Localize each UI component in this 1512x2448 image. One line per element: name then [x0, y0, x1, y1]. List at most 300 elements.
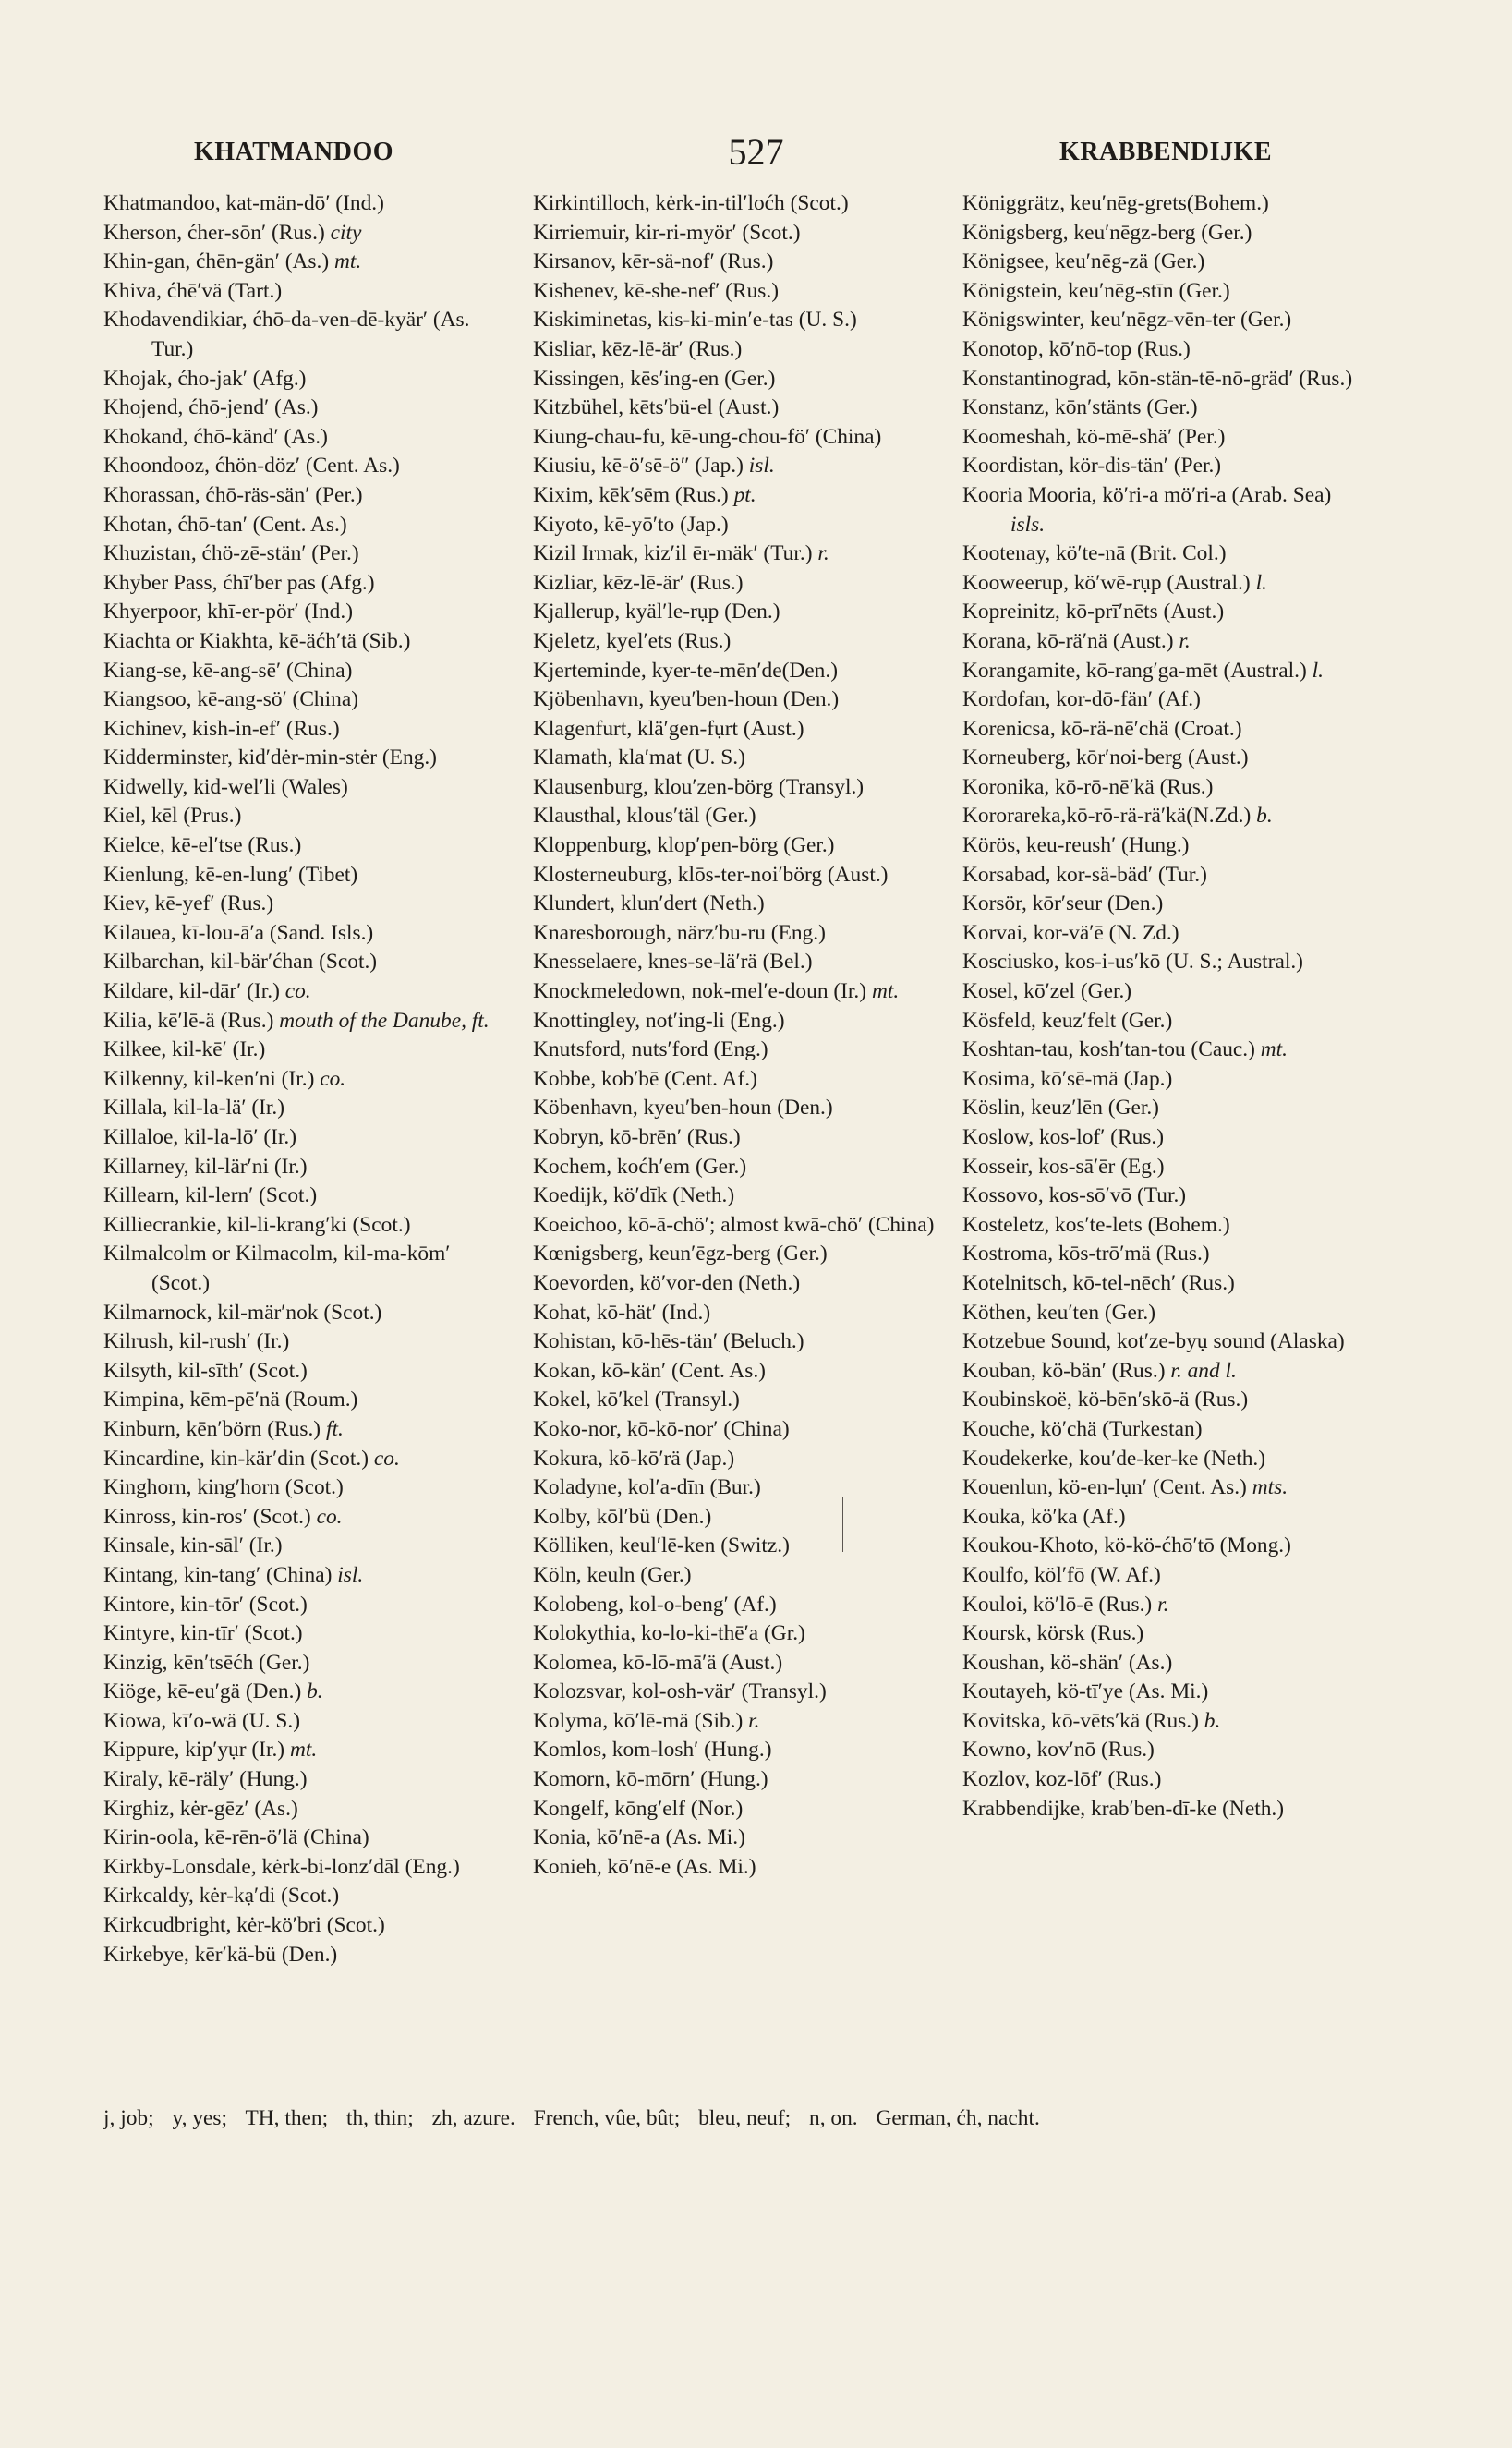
entry-text: Kiöge, kē-eu′gä (Den.) [103, 1679, 302, 1704]
entry-text: Kirkby-Lonsdale, kėrk-bi-lonz′dāl (Eng.) [103, 1854, 460, 1879]
entry-text: Kohistan, kō-hēs-tän′ (Beluch.) [533, 1329, 804, 1354]
gazetteer-entry [533, 1211, 939, 1241]
gazetteer-entry [533, 1386, 939, 1415]
gazetteer-entry [533, 423, 939, 453]
gazetteer-entry [103, 890, 510, 919]
entry-text: Konia, kō′nē-a (As. Mi.) [533, 1825, 745, 1850]
entry-text: Kilsyth, kil-sīth′ (Scot.) [103, 1358, 308, 1383]
gazetteer-entry [533, 1532, 939, 1561]
gazetteer-entry [103, 1036, 510, 1065]
gazetteer-entry [962, 977, 1360, 1007]
entry-text: Killearn, kil-lern′ (Scot.) [103, 1183, 318, 1208]
entry-text: Kowno, kov′nō (Rus.) [962, 1738, 1155, 1763]
entry-text: Köthen, keu′ten (Ger.) [962, 1300, 1156, 1325]
entry-text: Kirkcaldy, kėr-kạ′di (Scot.) [103, 1884, 340, 1909]
gazetteer-entry [533, 627, 939, 657]
entry-text: Kiowa, kī′o-wä (U. S.) [103, 1708, 300, 1733]
entry-text: Kooweerup, kö′wē-rụp (Austral.) [962, 570, 1251, 595]
gazetteer-entry [962, 1561, 1360, 1591]
entry-text: Kouka, kö′ka (Af.) [962, 1504, 1126, 1529]
gazetteer-entry [962, 365, 1360, 394]
entry-text: Kouloi, kö′lō-ē (Rus.) [962, 1592, 1153, 1617]
entry-text: Korvai, kor-vä′ē (N. Zd.) [962, 920, 1179, 945]
gazetteer-entry [962, 1094, 1360, 1123]
gazetteer-entry [103, 1824, 510, 1853]
gazetteer-entry [103, 802, 510, 831]
entry-text: Kolby, kōl′bü (Den.) [533, 1504, 712, 1529]
entry-text: Klausenburg, klou′zen-börg (Transyl.) [533, 774, 865, 799]
entry-text: Kossovo, kos-sō′vō (Tur.) [962, 1183, 1187, 1208]
entry-note: isl. [748, 454, 775, 479]
gazetteer-entry [533, 539, 939, 569]
gazetteer-entry [533, 1503, 939, 1533]
entry-note: b. [1256, 804, 1273, 829]
entry-text: Kosseir, kos-sā′ēr (Eg.) [962, 1154, 1165, 1179]
gazetteer-entry [962, 1299, 1360, 1328]
gazetteer-entry [533, 1765, 939, 1795]
entry-text: Kiraly, kē-räly′ (Hung.) [103, 1767, 308, 1792]
gazetteer-entry [103, 1941, 510, 1970]
gazetteer-entry [962, 1619, 1360, 1649]
gazetteer-entry [533, 219, 939, 248]
entry-text: Kosciusko, kos-i-us′kō (U. S.; Austral.) [962, 950, 1303, 975]
gazetteer-entry [103, 219, 510, 248]
gazetteer-entry [962, 1065, 1360, 1095]
entry-text: Kinross, kin-ros′ (Scot.) [103, 1504, 311, 1529]
entry-text: Khojak, ćho-jak′ (Afg.) [103, 366, 307, 391]
gazetteer-entry [103, 365, 510, 394]
entry-text: Koordistan, kör-dis-tän′ (Per.) [962, 454, 1222, 479]
gazetteer-entry [533, 1795, 939, 1824]
gazetteer-entry [103, 569, 510, 599]
gazetteer-entry [962, 1211, 1360, 1241]
entry-text: Khojend, ćhō-jend′ (As.) [103, 395, 319, 420]
gazetteer-entry [103, 1736, 510, 1765]
gazetteer-entry [103, 277, 510, 307]
gazetteer-entry [962, 423, 1360, 453]
gazetteer-entry [103, 598, 510, 627]
entry-text: Kolozsvar, kol-osh-vär′ (Transyl.) [533, 1679, 827, 1704]
gazetteer-entry [962, 189, 1360, 219]
gazetteer-entry [103, 1619, 510, 1649]
entry-text: Kirghiz, kėr-gēz′ (As.) [103, 1796, 298, 1821]
gazetteer-entry [962, 1649, 1360, 1678]
entry-text: Khyerpoor, khī-er-pör′ (Ind.) [103, 600, 354, 624]
entry-text: Koutayeh, kö-tī′ye (As. Mi.) [962, 1679, 1209, 1704]
key-item: German, ćh, nacht. [876, 2106, 1040, 2130]
entry-text: Komlos, kom-losh′ (Hung.) [533, 1738, 772, 1763]
entry-text: Königsee, keu′nēg-zä (Ger.) [962, 249, 1205, 274]
gazetteer-entry [103, 394, 510, 423]
gazetteer-entry [962, 919, 1360, 949]
entry-note: mt. [334, 249, 362, 274]
entry-text: Kincardine, kin-kär′din (Scot.) [103, 1446, 369, 1471]
gazetteer-entry [103, 685, 510, 715]
entry-note: co. [316, 1504, 343, 1529]
entry-text: Klausthal, klous′täl (Ger.) [533, 804, 756, 829]
entry-text: Khuzistan, ćhö-zē-stän′ (Per.) [103, 541, 359, 566]
entry-text: Koukou-Khoto, kö-kö-ćhō′tō (Mong.) [962, 1533, 1291, 1558]
gazetteer-entry [962, 685, 1360, 715]
gazetteer-entry [533, 1182, 939, 1211]
gazetteer-entry [103, 189, 510, 219]
entry-text: Körös, keu-reush′ (Hung.) [962, 833, 1190, 858]
entry-text: Kœnigsberg, keun′ēgz-berg (Ger.) [533, 1242, 828, 1266]
entry-text: Kielce, kē-el′tse (Rus.) [103, 833, 302, 858]
key-item: th, thin; [345, 2106, 414, 2130]
gazetteer-entry [962, 1123, 1360, 1153]
entry-note: r. and l. [1170, 1358, 1237, 1383]
entry-text: Koslow, kos-lof′ (Rus.) [962, 1125, 1165, 1149]
entry-text: Kinburn, kēn′börn (Rus.) [103, 1416, 321, 1441]
gazetteer-entry [533, 306, 939, 335]
entry-text: Knockmeledown, nok-mel′e-doun (Ir.) [533, 979, 867, 1004]
entry-note: r. [1179, 628, 1191, 653]
column-2 [533, 189, 939, 1882]
entry-text: Klamath, kla′mat (U. S.) [533, 745, 745, 770]
entry-text: Khokand, ćhō-känd′ (As.) [103, 424, 328, 449]
gazetteer-entry [103, 1503, 510, 1533]
gazetteer-entry [533, 1065, 939, 1095]
entry-text: Koedijk, kö′dīk (Neth.) [533, 1183, 735, 1208]
column-3 [962, 189, 1360, 1824]
entry-note: l. [1255, 570, 1267, 595]
entry-text: Kirriemuir, kir-ri-myör′ (Scot.) [533, 220, 801, 245]
gazetteer-entry [103, 248, 510, 277]
entry-text: Kobryn, kō-brēn′ (Rus.) [533, 1125, 741, 1149]
entry-text: Kiusiu, kē-ö′sē-ö″ (Jap.) [533, 454, 744, 479]
gazetteer-entry [533, 1094, 939, 1123]
gazetteer-entry [533, 1415, 939, 1445]
entry-note: mt. [289, 1738, 318, 1763]
gazetteer-entry [533, 1153, 939, 1182]
entry-text: Koladyne, kol′a-dīn (Bur.) [533, 1475, 761, 1500]
gazetteer-entry [533, 1473, 939, 1503]
gazetteer-entry [962, 1591, 1360, 1620]
gazetteer-entry [533, 481, 939, 511]
entry-text: Kilrush, kil-rush′ (Ir.) [103, 1329, 290, 1354]
gazetteer-entry [533, 977, 939, 1007]
gazetteer-entry [962, 744, 1360, 773]
entry-text: Königgrätz, keu′nēg-grets(Bohem.) [962, 191, 1269, 215]
entry-note: ft. [325, 1416, 344, 1441]
entry-text: Kiev, kē-yef′ (Rus.) [103, 891, 274, 916]
running-head-left: KHATMANDOO [194, 138, 394, 166]
entry-text: Krabbendijke, krab′ben-dī-ke (Neth.) [962, 1796, 1285, 1821]
gazetteer-entry [103, 1765, 510, 1795]
gazetteer-entry [533, 685, 939, 715]
entry-text: Kordofan, kor-dō-fän′ (Af.) [962, 687, 1201, 712]
gazetteer-entry [962, 1269, 1360, 1299]
entry-text: Korsabad, kor-sä-bäd′ (Tur.) [962, 862, 1207, 887]
entry-text: Kolyma, kō′lē-mä (Sib.) [533, 1708, 744, 1733]
entry-text: Kopreinitz, kō-prī′nēts (Aust.) [962, 600, 1225, 624]
gazetteer-entry [962, 539, 1360, 569]
gazetteer-entry [962, 890, 1360, 919]
gazetteer-entry [533, 365, 939, 394]
entry-text: Kilkenny, kil-ken′ni (Ir.) [103, 1066, 315, 1091]
entry-text: Kilmalcolm or Kilmacolm, kil-ma-kōm′ (Scot.) [103, 1242, 451, 1295]
gazetteer-columns [103, 189, 1353, 2088]
entry-text: Kilauea, kī-lou-ā′a (Sand. Isls.) [103, 920, 374, 945]
entry-note: isl. [337, 1562, 364, 1587]
gazetteer-entry [533, 948, 939, 977]
entry-text: Klosterneuburg, klōs-ter-noi′börg (Aust.) [533, 862, 889, 887]
gazetteer-entry [533, 1707, 939, 1737]
gazetteer-entry [962, 1386, 1360, 1415]
entry-text: Killiecrankie, kil-li-krang′ki (Scot.) [103, 1212, 411, 1237]
entry-text: Kolokythia, ko-lo-ki-thē′a (Gr.) [533, 1621, 805, 1646]
gazetteer-entry [962, 715, 1360, 745]
entry-text: Kizil Irmak, kiz′il ēr-mäk′ (Tur.) [533, 541, 813, 566]
entry-text: Köbenhavn, kyeu′ben-houn (Den.) [533, 1096, 833, 1121]
gazetteer-entry [103, 1153, 510, 1182]
entry-text: Khorassan, ćhō-räs-sän′ (Per.) [103, 482, 363, 507]
gazetteer-entry [962, 1445, 1360, 1474]
entry-text: Koushan, kö-shän′ (As.) [962, 1650, 1173, 1675]
gazetteer-entry [533, 248, 939, 277]
gazetteer-entry [533, 1269, 939, 1299]
entry-text: Kinghorn, king′horn (Scot.) [103, 1475, 344, 1500]
entry-text: Killaloe, kil-la-lō′ (Ir.) [103, 1125, 297, 1149]
entry-text: Kobbe, kob′bē (Cent. Af.) [533, 1066, 757, 1091]
gazetteer-entry [103, 1240, 510, 1298]
key-item: n, on. [809, 2106, 858, 2130]
gazetteer-entry [103, 1473, 510, 1503]
entry-text: Kosteletz, kos′te-lets (Bohem.) [962, 1212, 1230, 1237]
entry-text: Köslin, keuz′lēn (Ger.) [962, 1096, 1159, 1121]
gazetteer-entry [533, 1357, 939, 1387]
gazetteer-entry [962, 1707, 1360, 1737]
gazetteer-entry [962, 1532, 1360, 1561]
entry-text: Koulfo, köl′fō (W. Af.) [962, 1562, 1161, 1587]
gazetteer-entry [962, 1240, 1360, 1269]
gazetteer-entry [533, 1824, 939, 1853]
gazetteer-entry [962, 773, 1360, 803]
entry-text: Kovitska, kō-vēts′kä (Rus.) [962, 1708, 1199, 1733]
gazetteer-entry [962, 1327, 1360, 1357]
entry-text: Konotop, kō′nō-top (Rus.) [962, 336, 1191, 361]
gazetteer-entry [533, 511, 939, 540]
gazetteer-entry [962, 627, 1360, 657]
entry-text: Kosima, kō′sē-mä (Jap.) [962, 1066, 1173, 1091]
entry-text: Königswinter, keu′nēgz-vēn-ter (Ger.) [962, 308, 1292, 333]
entry-text: Kilmarnock, kil-mär′nok (Scot.) [103, 1300, 382, 1325]
entry-text: Konieh, kō′nē-e (As. Mi.) [533, 1854, 756, 1879]
key-item: bleu, neuf; [698, 2106, 792, 2130]
entry-text: Kinsale, kin-sāl′ (Ir.) [103, 1533, 283, 1558]
gazetteer-entry [533, 1619, 939, 1649]
gazetteer-entry [533, 919, 939, 949]
entry-text: Kintore, kin-tōr′ (Scot.) [103, 1592, 308, 1617]
gazetteer-entry [962, 598, 1360, 627]
entry-text: Killarney, kil-lär′ni (Ir.) [103, 1154, 308, 1179]
column-divider [842, 1497, 843, 1552]
entry-note: r. [817, 541, 829, 566]
entry-text: Kilbarchan, kil-bär′ćhan (Scot.) [103, 950, 378, 975]
entry-note: pt. [733, 482, 756, 507]
gazetteer-entry [962, 948, 1360, 977]
gazetteer-entry [103, 1094, 510, 1123]
gazetteer-entry [103, 977, 510, 1007]
entry-text: Kilia, kē′lē-ä (Rus.) [103, 1008, 274, 1033]
key-item: French, vûe, bût; [533, 2106, 681, 2130]
entry-text: Kouban, kö-bän′ (Rus.) [962, 1358, 1166, 1383]
entry-text: Königstein, keu′nēg-stīn (Ger.) [962, 278, 1230, 303]
gazetteer-entry [962, 569, 1360, 599]
page-number: 527 [728, 131, 784, 173]
gazetteer-entry [103, 306, 510, 364]
gazetteer-entry [103, 1649, 510, 1678]
entry-text: Kirin-oola, kē-rēn-ö′lä (China) [103, 1825, 369, 1850]
gazetteer-entry [103, 1182, 510, 1211]
entry-text: Kolobeng, kol-o-beng′ (Af.) [533, 1592, 777, 1617]
gazetteer-entry [103, 423, 510, 453]
entry-text: Korangamite, kō-rang′ga-mēt (Austral.) [962, 658, 1307, 683]
gazetteer-entry [962, 831, 1360, 861]
gazetteer-entry [103, 1911, 510, 1941]
entry-note: b. [307, 1679, 323, 1704]
gazetteer-entry [103, 861, 510, 891]
gazetteer-entry [103, 1561, 510, 1591]
running-head-right: KRABBENDIJKE [1058, 138, 1272, 166]
entry-note: r. [748, 1708, 760, 1733]
gazetteer-entry [962, 1736, 1360, 1765]
gazetteer-entry [962, 1153, 1360, 1182]
entry-text: Koeichoo, kō-ā-chö′; almost kwā-chö′ (China) [533, 1212, 935, 1237]
entry-text: Knutsford, nuts′ford (Eng.) [533, 1037, 768, 1062]
entry-text: Kissingen, kēs′ing-en (Ger.) [533, 366, 776, 391]
gazetteer-entry [962, 802, 1360, 831]
entry-text: Kiung-chau-fu, kē-ung-chou-fö′ (China) [533, 424, 882, 449]
entry-text: Koshtan-tau, kosh′tan-tou (Cauc.) [962, 1037, 1255, 1062]
entry-text: Khyber Pass, ćhī′ber pas (Afg.) [103, 570, 375, 595]
gazetteer-entry [533, 1327, 939, 1357]
key-item: zh, azure. [431, 2106, 515, 2130]
entry-text: Kimpina, kēm-pē′nä (Roum.) [103, 1388, 358, 1412]
entry-text: Koursk, körsk (Rus.) [962, 1621, 1144, 1646]
gazetteer-entry [533, 657, 939, 686]
gazetteer-entry [103, 1327, 510, 1357]
entry-text: Kokel, kō′kel (Transyl.) [533, 1388, 740, 1412]
entry-text: Korneuberg, kōr′noi-berg (Aust.) [962, 745, 1249, 770]
gazetteer-entry [533, 335, 939, 365]
entry-text: Kororareka,kō-rō-rä-rä′kä(N.Zd.) [962, 804, 1252, 829]
entry-text: Kjallerup, kyäl′le-rụp (Den.) [533, 600, 780, 624]
entry-text: Kixim, kēk′sēm (Rus.) [533, 482, 729, 507]
entry-text: Kouche, kö′chä (Turkestan) [962, 1416, 1203, 1441]
gazetteer-entry [103, 1211, 510, 1241]
entry-text: Kishenev, kē-she-nef′ (Rus.) [533, 278, 780, 303]
gazetteer-entry [103, 1707, 510, 1737]
entry-text: Kozlov, koz-lōf′ (Rus.) [962, 1767, 1162, 1792]
gazetteer-entry [103, 1591, 510, 1620]
entry-text: Kizliar, kēz-lē-är′ (Rus.) [533, 570, 744, 595]
gazetteer-entry [533, 1123, 939, 1153]
entry-text: Kiachta or Kiakhta, kē-äćh′tä (Sib.) [103, 628, 411, 653]
gazetteer-entry [103, 1853, 510, 1883]
key-item: TH, then; [245, 2106, 329, 2130]
entry-text: Kirsanov, kēr-sä-nof′ (Rus.) [533, 249, 774, 274]
entry-text: Koomeshah, kö-mē-shä′ (Per.) [962, 424, 1226, 449]
entry-text: Köln, keuln (Ger.) [533, 1562, 692, 1587]
gazetteer-entry [962, 1795, 1360, 1824]
gazetteer-entry [962, 861, 1360, 891]
entry-text: Khatmandoo, kat-män-dō′ (Ind.) [103, 191, 384, 215]
gazetteer-entry [103, 831, 510, 861]
entry-text: Knesselaere, knes-se-lä′rä (Bel.) [533, 950, 813, 975]
gazetteer-entry [103, 1065, 510, 1095]
pronunciation-key [103, 2103, 1360, 2133]
gazetteer-entry [962, 1007, 1360, 1036]
gazetteer-entry [103, 715, 510, 745]
gazetteer-entry [962, 1357, 1360, 1387]
entry-text: Kilkee, kil-kē′ (Ir.) [103, 1037, 266, 1062]
entry-text: Knaresborough, närz′bu-ru (Eng.) [533, 920, 826, 945]
gazetteer-entry [962, 394, 1360, 423]
gazetteer-entry [533, 569, 939, 599]
gazetteer-entry [962, 1503, 1360, 1533]
gazetteer-entry [533, 277, 939, 307]
gazetteer-entry [533, 861, 939, 891]
entry-text: Khiva, ćhē′vä (Tart.) [103, 278, 283, 303]
entry-text: Kichinev, kish-in-ef′ (Rus.) [103, 716, 340, 741]
entry-text: Kintang, kin-tang′ (China) [103, 1562, 333, 1587]
gazetteer-entry [962, 219, 1360, 248]
entry-note: mt. [871, 979, 900, 1004]
entry-note: l. [1312, 658, 1324, 683]
gazetteer-entry [533, 452, 939, 481]
entry-text: Kochem, koćh′em (Ger.) [533, 1154, 747, 1179]
gazetteer-entry [533, 1007, 939, 1036]
gazetteer-entry [962, 248, 1360, 277]
key-item: y, yes; [172, 2106, 228, 2130]
entry-text: Koevorden, kö′vor-den (Neth.) [533, 1270, 801, 1295]
entry-note: r. [1157, 1592, 1169, 1617]
entry-text: Kherson, ćher-sōn′ (Rus.) [103, 220, 325, 245]
gazetteer-entry [103, 773, 510, 803]
gazetteer-entry [103, 1007, 510, 1036]
gazetteer-entry [103, 744, 510, 773]
gazetteer-entry [103, 627, 510, 657]
gazetteer-entry [533, 1678, 939, 1707]
entry-note: city [330, 220, 362, 245]
gazetteer-entry [103, 1882, 510, 1911]
gazetteer-entry [533, 1591, 939, 1620]
gazetteer-entry [103, 452, 510, 481]
entry-text: Kostroma, kōs-trō′mä (Rus.) [962, 1242, 1210, 1266]
column-1 [103, 189, 510, 1969]
entry-text: Koronika, kō-rō-nē′kä (Rus.) [962, 774, 1214, 799]
entry-text: Kirkcudbright, kėr-kö′bri (Scot.) [103, 1913, 385, 1938]
gazetteer-entry [533, 831, 939, 861]
entry-text: Kiang-se, kē-ang-sē′ (China) [103, 658, 353, 683]
gazetteer-entry [533, 598, 939, 627]
gazetteer-entry [103, 1678, 510, 1707]
entry-text: Khodavendikiar, ćhō-da-ven-dē-kyär′ (As. Tur.) [103, 308, 470, 361]
gazetteer-entry [962, 1473, 1360, 1503]
key-item: j, job; [103, 2106, 154, 2130]
entry-note: isls. [1010, 512, 1046, 537]
entry-text: Kitzbühel, kēts′bü-el (Aust.) [533, 395, 780, 420]
gazetteer-entry [533, 802, 939, 831]
entry-text: Kotelnitsch, kō-tel-nēch′ (Rus.) [962, 1270, 1235, 1295]
gazetteer-entry [103, 1415, 510, 1445]
entry-text: Klundert, klun′dert (Neth.) [533, 891, 765, 916]
gazetteer-entry [962, 481, 1360, 539]
gazetteer-entry [533, 744, 939, 773]
entry-note: mts. [1252, 1475, 1288, 1500]
